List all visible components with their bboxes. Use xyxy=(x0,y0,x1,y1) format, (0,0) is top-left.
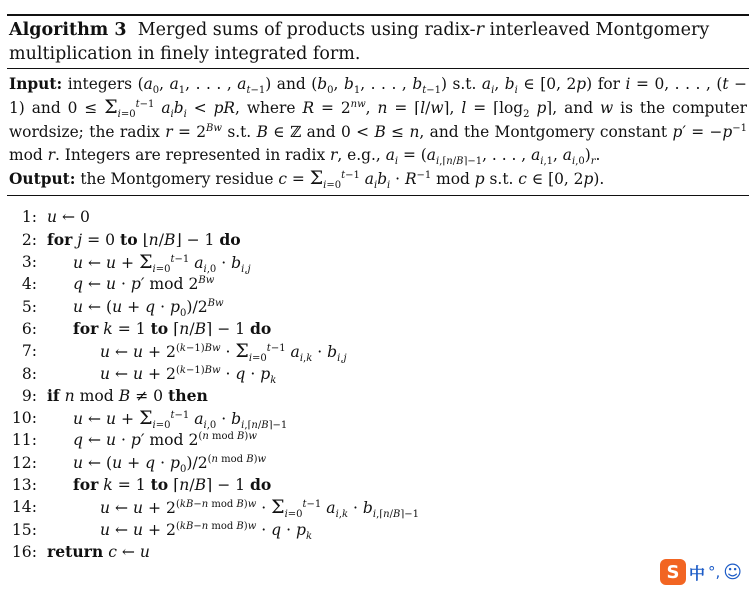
step-line xyxy=(7,273,749,295)
step-code: q ← u · p′ mod $2^{(n mod B)w}$ xyxy=(73,431,257,450)
algorithm-label: Algorithm 3 xyxy=(9,20,127,40)
output-label: Output: xyxy=(9,170,76,189)
output-text: the Montgomery residue $c = \Sigma_{i=0}^{t-1}$ $a_ib_i \cdot R^{-1}$ mod p s.t. c ∈ [0, 2p). xyxy=(80,167,605,192)
step-line xyxy=(7,206,749,228)
algorithm-title-part2: interleaved Montgomery xyxy=(483,20,710,40)
step-number: 2: xyxy=(21,230,37,249)
step-number: 8: xyxy=(21,364,37,383)
step-number: 7: xyxy=(21,342,37,361)
step-number: 9: xyxy=(21,386,37,405)
step-line xyxy=(7,363,749,385)
step-line xyxy=(7,429,749,451)
input-block xyxy=(7,69,749,195)
step-number: 6: xyxy=(21,319,37,338)
step-number: 12: xyxy=(11,453,37,472)
step-number: 16: xyxy=(11,542,37,561)
step-code: u ← $u + 2^{(k-1)Bw} \cdot q \cdot p_k$ xyxy=(100,364,277,386)
step-number: 13: xyxy=(11,476,37,495)
step-line xyxy=(7,251,749,276)
step-line xyxy=(7,407,749,432)
input-label: Input: xyxy=(9,75,63,93)
step-code: u ← $u + \Sigma_{i=0}^{t-1}$ $a_{i,0} \cdot b_{i,⌈n/B⌉-1}$ xyxy=(73,407,288,432)
step-number: 11: xyxy=(11,431,37,450)
step-line xyxy=(7,229,749,251)
step-line xyxy=(7,519,749,541)
step-code: u ← $u + 2^{(kB-n mod B)w} \cdot \Sigma_{i=0}^{t-1}$ $a_{i,k} \cdot b_{i,⌈n/B⌉-1}$ xyxy=(100,496,420,521)
step-line xyxy=(7,452,749,474)
step-number: 3: xyxy=(21,253,37,272)
ime-logo-icon[interactable]: S xyxy=(660,559,686,585)
step-code: u ← 0 xyxy=(47,208,90,227)
algorithm-title-line2: multiplication in finely integrated form. xyxy=(9,44,361,64)
input-text: integers ($a_0$, $a_1$, . . . , $a_{t-1}$) and ($b_0$, $b_1$, . . . , $b_{t-1}$) s.t. $a_i$, $b_i$ ∈ [0, 2p) for i = 0, . . . , (t − 1) and $0 \le \Sigma_{i=0}^{t-1}$ $a_ib_i$ < pR, where $R = 2^{nw}$, n = ⌈l/w⌉, $l = ⌈\log_2$ p⌉, and w is the computer wordsize; the radix $r = 2^{Bw}$ s.t. B ∈ ℤ and 0 < B ≤ n, and the Montgomery constant $p' = -p^{-1}$ mod r. Integers are represented in radix r, e.g., $a_i = (a_{i,⌈n/B⌉-1}$, . . . , $a_{i,1}$, $a_{i,0})_r$. xyxy=(9,75,748,167)
algorithm-caption xyxy=(7,16,749,68)
step-line xyxy=(7,296,749,318)
step-code: for k = 1 to ⌈n/B⌉ − 1 do xyxy=(73,318,272,338)
step-code: q ← u · p′ mod $2^{Bw}$ xyxy=(73,275,215,294)
step-code: u ← $u + 2^{(k-1)Bw} \cdot \Sigma_{i=0}^{t-1}$ $a_{i,k} \cdot b_{i,j}$ xyxy=(100,340,347,365)
step-line xyxy=(7,474,749,496)
step-code: for j = 0 to ⌊n/B⌋ − 1 do xyxy=(47,229,241,249)
step-number: 14: xyxy=(11,498,37,517)
algorithm-title-radix: r xyxy=(475,20,484,40)
step-number: 10: xyxy=(11,409,37,428)
step-number: 5: xyxy=(21,297,37,316)
step-line xyxy=(7,496,749,521)
step-line xyxy=(7,385,749,407)
step-line xyxy=(7,318,749,340)
step-code: for k = 1 to ⌈n/B⌉ − 1 do xyxy=(73,475,272,495)
step-line xyxy=(7,340,749,365)
step-number: 15: xyxy=(11,520,37,539)
step-code: return c ← u xyxy=(47,541,150,561)
algorithm-steps xyxy=(7,196,749,563)
step-code: u ← $(u + q \cdot p_0)/2^{Bw}$ xyxy=(73,297,224,319)
algorithm-title-part1: Merged sums of products using radix- xyxy=(137,20,476,40)
step-number: 4: xyxy=(21,275,37,294)
step-code: u ← $u + 2^{(kB-n mod B)w} \cdot q \cdot p_k$ xyxy=(100,520,313,542)
ime-punctuation-toggle[interactable]: °, xyxy=(708,563,721,581)
ime-language-toggle[interactable]: 中 xyxy=(689,563,706,583)
ime-emoji-icon[interactable]: ☺ xyxy=(723,561,743,583)
step-code: u ← $u + \Sigma_{i=0}^{t-1}$ $a_{i,0} \cdot b_{i,j}$ xyxy=(73,251,251,276)
step-code: u ← $(u + q \cdot p_0)/2^{(n mod B)w}$ xyxy=(73,453,267,475)
algorithm-block xyxy=(7,14,749,563)
step-code: if n mod B ≠ 0 then xyxy=(47,385,208,405)
step-line xyxy=(7,541,749,563)
ime-toolbar[interactable] xyxy=(660,557,755,587)
step-number: 1: xyxy=(21,208,37,227)
